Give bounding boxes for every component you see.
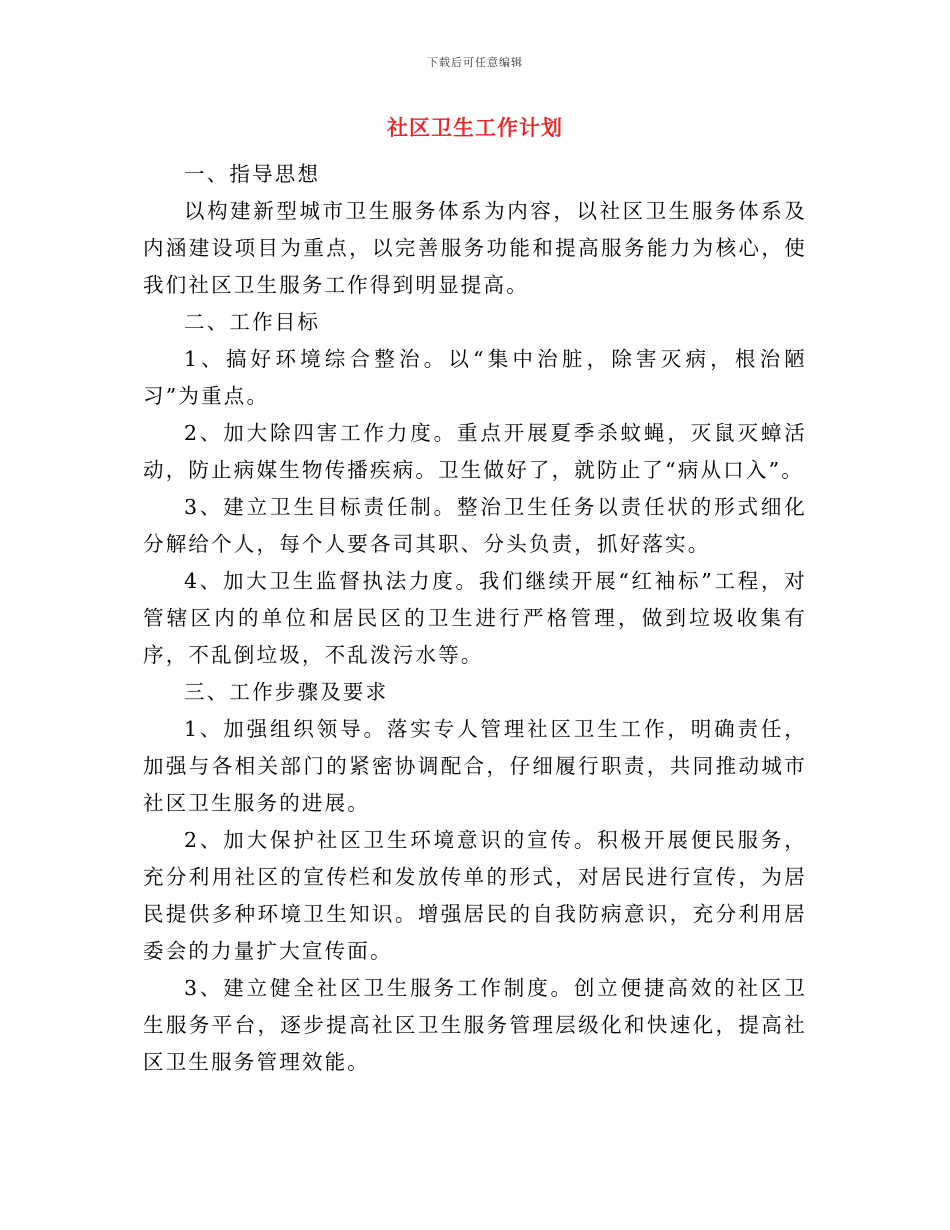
paragraph: 以构建新型城市卫生服务体系为内容，以社区卫生服务体系及内涵建设项目为重点，以完善服务功能和提高服务能力为核心，使我们社区卫生服务工作得到明显提高。 <box>143 199 807 297</box>
paragraph: 3、建立健全社区卫生服务工作制度。创立便捷高效的社区卫生服务平台，逐步提高社区卫生服务管理层级化和快速化，提高社区卫生服务管理效能。 <box>143 976 807 1074</box>
section-heading-guiding-ideology: 一、指导思想 <box>184 162 321 186</box>
paragraph: 3、建立卫生目标责任制。整治卫生任务以责任状的形式细化分解给个人，每个人要各司其职、分头负责，抓好落实。 <box>143 495 807 556</box>
document-title: 社区卫生工作计划 <box>387 115 563 140</box>
paragraph: 1、搞好环境综合整治。以“集中治脏，除害灭病，根治陋习”为重点。 <box>143 347 807 408</box>
paragraph: 1、加强组织领导。落实专人管理社区卫生工作，明确责任，加强与各相关部门的紧密协调配合，仔细履行职责，共同推动城市社区卫生服务的进展。 <box>143 717 807 815</box>
section-heading-work-goals: 二、工作目标 <box>184 310 321 334</box>
paragraph: 2、加大除四害工作力度。重点开展夏季杀蚊蝇，灭鼠灭蟑活动，防止病媒生物传播疾病。卫生做好了，就防止了“病从口入”。 <box>143 421 807 482</box>
header-note: 下载后可任意编辑 <box>427 56 523 69</box>
paragraph: 4、加大卫生监督执法力度。我们继续开展“红袖标”工程，对管辖区内的单位和居民区的卫生进行严格管理，做到垃圾收集有序，不乱倒垃圾，不乱泼污水等。 <box>143 569 807 667</box>
section-heading-work-steps: 三、工作步骤及要求 <box>184 680 389 704</box>
document-body <box>143 156 807 1081</box>
paragraph: 2、加大保护社区卫生环境意识的宣传。积极开展便民服务，充分利用社区的宣传栏和发放传单的形式，对居民进行宣传，为居民提供多种环境卫生知识。增强居民的自我防病意识，充分利用居委会的力量扩大宣传面。 <box>143 828 807 963</box>
